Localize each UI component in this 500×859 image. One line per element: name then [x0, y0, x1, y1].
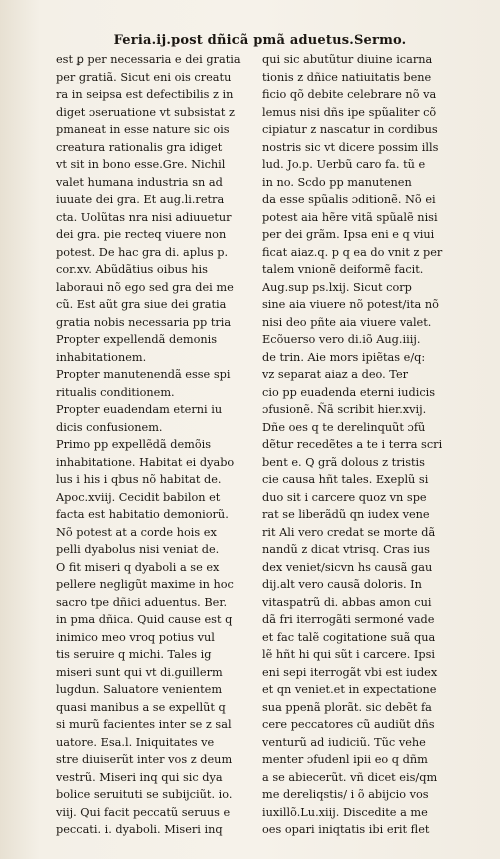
text-line: de trin. Aie mors ipiẽtas e/q:: [262, 350, 426, 364]
text-line: pmaneat in esse nature sic ois: [56, 123, 230, 136]
text-line: Propter manutenendã esse spi: [56, 368, 231, 381]
text-line: lugdun. Saluatore venientem: [56, 683, 223, 696]
text-line: tis seruire q michi. Tales ig: [56, 648, 212, 661]
text-line: dã fri iterrogãti sermoné vade: [262, 613, 435, 626]
text-line: qui sic abutũtur diuine icarna: [262, 53, 433, 66]
text-line: vitaspatrũ di. abbas amon cui: [262, 595, 432, 609]
text-line: quasi manibus a se expellũt q: [56, 700, 226, 714]
text-line: nostris sic vt dicere possim ills: [262, 140, 439, 154]
text-line: et fac talẽ cogitatione suã qua: [262, 630, 436, 644]
text-line: lud. Jo.p. Uerbũ caro fa. tũ e: [262, 158, 426, 171]
text-line: rit Ali vero credat se morte dã: [262, 525, 436, 539]
text-line: vt sit in bono esse.Gre. Nichil: [56, 158, 226, 171]
text-line: Ecõuerso vero di.iõ Aug.iiij.: [262, 333, 421, 346]
text-line: creatura rationalis gra idiget: [56, 140, 223, 154]
text-line: dex veniet/sicvn hs causã gau: [262, 560, 433, 574]
text-line: uatore. Esa.l. Iniquitates ve: [56, 735, 215, 749]
text-line: potest aia hẽre vitã spũalẽ nisi: [262, 210, 438, 224]
text-line: dei gra. pie recteq viuere non: [56, 228, 227, 241]
text-line: nandũ z dicat vtrisq. Cras ius: [262, 543, 430, 556]
text-line: eni sepi iterrogãt vbi est iudex: [262, 665, 438, 679]
text-line: Aug.sup ps.lxij. Sicut corp: [262, 280, 412, 294]
text-line: Primo pp expellẽdã demõis: [56, 438, 212, 451]
text-line: si murũ facientes inter se z sal: [56, 718, 232, 731]
text-line: Apoc.xviij. Cecidit babilon et: [56, 490, 221, 504]
text-line: ra in seipsa est defectibilis z in: [56, 88, 234, 101]
text-line: peccati. i. dyaboli. Miseri inq: [56, 823, 223, 836]
text-line: facta est habitatio demoniorũ.: [56, 508, 229, 521]
text-line: oes opari iniqtatis ibi erit flet: [262, 823, 430, 836]
text-line: menter ɔfudenl ipii eo q dñm: [262, 753, 428, 766]
text-line: nisi deo pñte aia viuere valet.: [262, 315, 432, 329]
text-line: sacro tpe dñici aduentus. Ber.: [56, 595, 228, 609]
text-line: valet humana industria sn ad: [56, 175, 223, 189]
text-line: in no. Scdo pp manutenen: [262, 175, 412, 189]
text-line: est ꝑ per necessaria e dei gratia: [56, 53, 241, 66]
text-line: dẽtur recedẽtes a te i terra scri: [262, 438, 443, 451]
text-line: laboraui nõ ego sed gra dei me: [56, 280, 234, 294]
text-line: lus i his i qbus nõ habitat de.: [56, 473, 222, 486]
text-line: vz separat aiaz a deo. Ter: [262, 368, 409, 381]
text-line: Propter expellendã demonis: [56, 333, 218, 346]
text-line: cie causa hñt tales. Exeplũ si: [262, 473, 429, 486]
text-line: stre diuiserũt inter vos z deum: [56, 753, 233, 766]
text-line: me dereliqstis/ i õ abijcio vos: [262, 788, 429, 801]
text-line: per gratiã. Sicut eni ois creatu: [56, 70, 232, 84]
text-line: potest. De hac gra di. aplus p.: [56, 245, 229, 259]
text-line: inimico meo vroq potius vul: [56, 630, 215, 644]
text-line: pellere negligũt maxime in hoc: [56, 578, 234, 591]
text-line: gratia nobis necessaria pp tria: [56, 315, 232, 329]
text-line: iuxillõ.Lu.xiij. Discedite a me: [262, 805, 428, 819]
text-line: rat se liberãdũ qn iudex vene: [262, 508, 430, 521]
text-line: cio pp euadenda eterni iudicis: [262, 385, 436, 399]
text-line: iuuate dei gra. Et aug.li.retra: [56, 193, 225, 206]
text-line: a se abiecerũt. vñ dicet eis/qm: [262, 770, 438, 784]
text-line: sua ppenã plorãt. sic debẽt fa: [262, 700, 432, 714]
text-line: dij.alt vero causã doloris. In: [262, 578, 422, 591]
text-line: talem vnionẽ deiformẽ facit.: [262, 263, 424, 276]
text-line: inhabitatione. Habitat ei dyabo: [56, 455, 235, 469]
left-column: [56, 51, 276, 839]
text-line: Propter euadendam eterni iu: [56, 403, 223, 416]
text-line: Dñe oes q te derelinquũt ɔfũ: [262, 420, 426, 434]
text-line: vestrũ. Miseri inq qui sic dya: [56, 770, 223, 784]
text-line: cta. Uolũtas nra nisi adiuuetur: [56, 210, 232, 224]
text-line: lemus nisi dñs ipe spũaliter cõ: [262, 105, 437, 119]
text-line: ritualis conditionem.: [56, 385, 175, 399]
text-line: cũ. Est aũt gra siue dei gratia: [56, 298, 227, 311]
right-column: [262, 51, 482, 839]
text-line: dicis confusionem.: [56, 420, 163, 434]
text-line: et qn veniet.et in expectatione: [262, 683, 437, 696]
text-line: per dei grãm. Ipsa eni e q viui: [262, 228, 435, 241]
text-line: viij. Qui facit peccatũ seruus e: [56, 805, 231, 819]
text-line: pelli dyabolus nisi veniat de.: [56, 543, 220, 556]
page-header: Feria.ij.post dñicã pmã aduetus.Sermo.: [113, 33, 407, 48]
text-line: in pma dñica. Quid cause est q: [56, 613, 233, 626]
text-line: O fit miseri q dyaboli a se ex: [56, 560, 220, 574]
text-line: lẽ hñt hi qui sũt i carcere. Ipsi: [262, 648, 436, 661]
text-line: da esse spũalis ɔditionẽ. Nõ ei: [262, 193, 436, 206]
text-line: sine aia viuere nõ potest/ita nõ: [262, 298, 439, 311]
text-line: miseri sunt qui vt di.guillerm: [56, 665, 223, 679]
text-line: inhabitationem.: [56, 350, 147, 364]
text-line: bolice seruituti se subijciũt. io.: [56, 788, 233, 801]
text-line: tionis z dñice natiuitatis bene: [262, 70, 432, 84]
text-line: cipiatur z nascatur in cordibus: [262, 123, 438, 136]
text-line: Nõ potest at a corde hois ex: [56, 525, 217, 539]
text-line: diget ɔseruatione vt subsistat z: [56, 105, 236, 119]
text-line: cere peccatores cũ audiũt dñs: [262, 718, 435, 731]
text-line: ficio qõ debite celebrare nõ va: [262, 88, 437, 101]
text-line: bent e. Q grã dolous z tristis: [262, 455, 425, 469]
text-line: ficat aiaz.q. p q ea do vnit z per: [262, 245, 443, 259]
text-line: cor.xv. Abũdãtius oibus his: [56, 263, 208, 276]
text-line: ɔfusionẽ. Ñã scribit hier.xvij.: [262, 403, 427, 416]
text-line: venturũ ad iudiciũ. Tũc vehe: [262, 735, 426, 749]
text-line: duo sit i carcere quoz vn spe: [262, 490, 427, 504]
